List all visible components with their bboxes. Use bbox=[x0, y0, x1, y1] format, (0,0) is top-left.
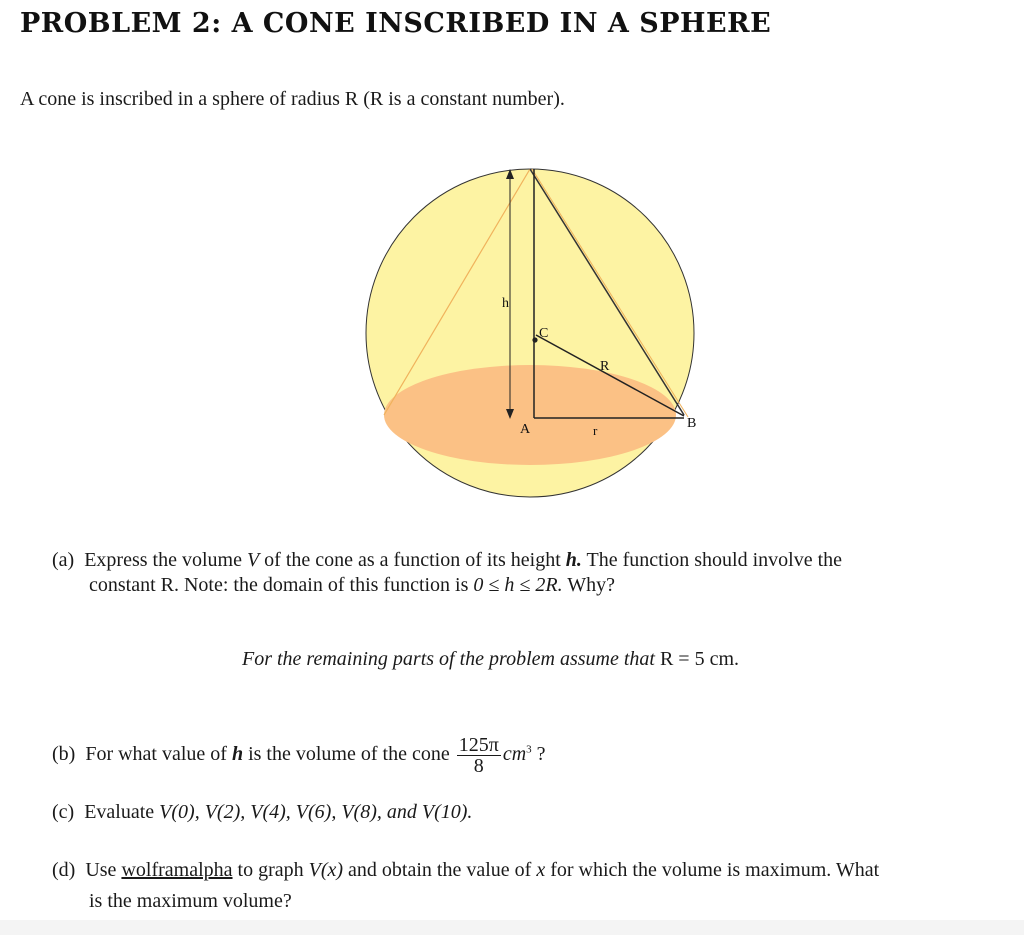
label-r: r bbox=[593, 423, 598, 438]
question-d-text3: and obtain the value of bbox=[343, 859, 537, 881]
question-d-text4: for which the volume is maximum. What bbox=[545, 859, 880, 881]
assumption-lead: For the remaining parts of the problem assume that bbox=[242, 648, 655, 670]
question-b-label: (b) bbox=[52, 743, 76, 766]
question-b bbox=[52, 735, 546, 776]
function-Vx: V(x) bbox=[308, 859, 344, 881]
var-h: h. bbox=[565, 549, 582, 571]
question-b-text2: is the volume of the cone bbox=[243, 743, 455, 766]
var-V: V bbox=[246, 549, 260, 571]
question-d-label: (d) bbox=[52, 859, 76, 881]
question-a-text2: of the cone as a function of its height bbox=[259, 549, 566, 571]
question-a-line2: constant R. Note: the domain of this function is bbox=[89, 574, 474, 596]
unit-exponent: 3 bbox=[526, 743, 532, 756]
label-B: B bbox=[687, 416, 697, 431]
domain-expression: 0 ≤ h ≤ 2R. bbox=[473, 574, 563, 596]
question-b-end: ? bbox=[531, 743, 546, 766]
question-d-text1: Use bbox=[85, 859, 122, 881]
label-A: A bbox=[520, 422, 531, 437]
var-h-b: h bbox=[231, 743, 244, 766]
question-c bbox=[52, 800, 472, 825]
page-title: PROBLEM 2: A CONE INSCRIBED IN A SPHERE bbox=[20, 8, 772, 39]
page-footer-band bbox=[0, 920, 1024, 935]
question-c-values: V(0), V(2), V(4), V(6), V(8), and V(10). bbox=[159, 801, 473, 823]
volume-fraction bbox=[457, 735, 501, 776]
question-a-label: (a) bbox=[52, 549, 75, 571]
question-b-text1: For what value of bbox=[85, 743, 232, 766]
fraction-numerator: 125π bbox=[458, 734, 499, 756]
question-a-why: Why? bbox=[562, 574, 615, 596]
var-x: x bbox=[536, 859, 546, 881]
question-d-line2: is the maximum volume? bbox=[89, 890, 292, 912]
assumption-value: R = 5 cm. bbox=[654, 648, 740, 670]
label-R: R bbox=[600, 359, 610, 374]
question-a-text1: Express the volume bbox=[84, 549, 247, 571]
question-c-text: Evaluate bbox=[84, 801, 160, 823]
cone-base bbox=[384, 365, 676, 465]
label-h: h bbox=[502, 296, 509, 311]
center-point bbox=[532, 337, 537, 342]
fraction-denominator: 8 bbox=[473, 755, 484, 777]
wolframalpha-link[interactable]: wolframalpha bbox=[121, 859, 233, 881]
question-d-text2: to graph bbox=[232, 859, 309, 881]
question-c-label: (c) bbox=[52, 801, 75, 823]
label-C: C bbox=[539, 326, 549, 341]
question-a-text3: The function should involve the bbox=[581, 549, 843, 571]
question-d bbox=[52, 855, 1002, 917]
assumption-text bbox=[242, 648, 739, 671]
question-a bbox=[52, 548, 992, 598]
unit: cm bbox=[502, 743, 527, 766]
cone-sphere-diagram bbox=[360, 165, 700, 505]
intro-text: A cone is inscribed in a sphere of radius R (R is a constant number). bbox=[20, 88, 565, 110]
